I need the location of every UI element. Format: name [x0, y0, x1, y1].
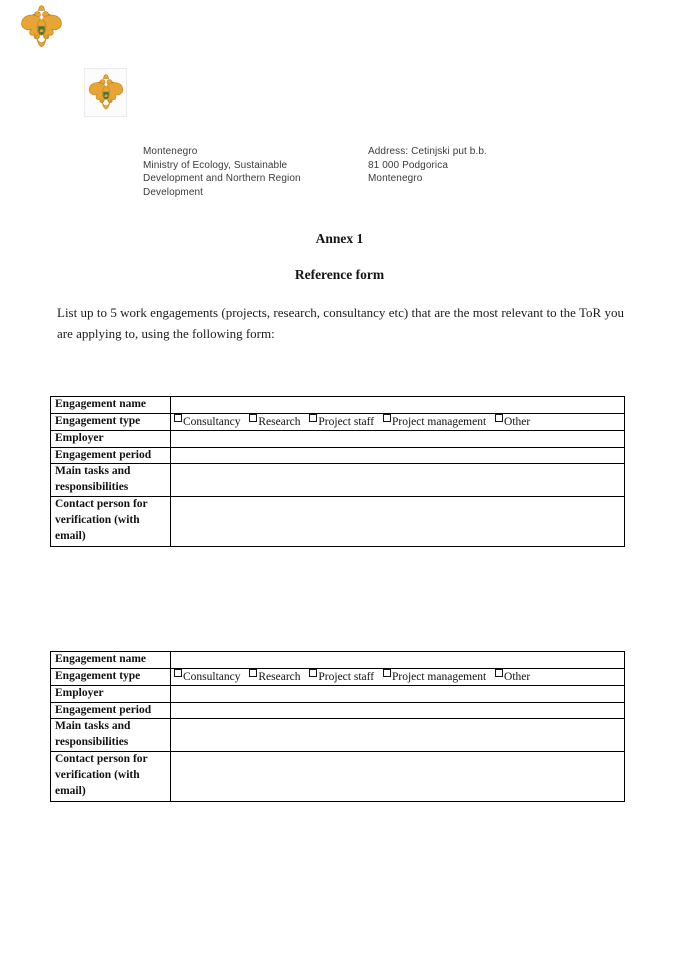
engagement-name-label: Engagement name: [51, 397, 171, 414]
engagement-type-label: Engagement type: [51, 668, 171, 686]
employer-label: Employer: [51, 686, 171, 703]
table-row: [51, 702, 625, 719]
employer-label: Employer: [51, 431, 171, 448]
intro-paragraph: List up to 5 work engagements (projects, research, consultancy etc) that are the most relevant to the ToR you are applying to, using the following form:: [57, 305, 624, 341]
table-row: [51, 652, 625, 669]
option-research: [249, 671, 300, 683]
table-row: [51, 447, 625, 464]
table-row: [51, 719, 625, 752]
main-tasks-cell[interactable]: [171, 719, 625, 752]
option-label: Research: [258, 670, 301, 683]
contact-person-cell[interactable]: [171, 752, 625, 802]
engagement-type-cell: [171, 668, 625, 686]
main-tasks-label: Main tasks and responsibilities: [51, 719, 171, 752]
montenegro-coat-of-arms-image: [84, 68, 127, 117]
table-row: [51, 668, 625, 686]
option-other: [495, 671, 530, 683]
org-line: Development: [143, 186, 204, 198]
annex-title: Annex 1: [315, 231, 364, 246]
main-tasks-cell[interactable]: [171, 464, 625, 497]
table-row: [51, 752, 625, 802]
option-label: Research: [258, 415, 301, 428]
engagement-period-cell[interactable]: [171, 447, 625, 464]
engagement-period-cell[interactable]: [171, 702, 625, 719]
engagement-type-label: Engagement type: [51, 413, 171, 431]
org-line: Development and Northern Region: [143, 173, 301, 185]
ministry-header: [143, 145, 363, 199]
address-line: Montenegro: [368, 173, 423, 185]
option-project-staff: [309, 671, 374, 683]
option-project-management: [383, 671, 486, 683]
org-line: Ministry of Ecology, Sustainable: [143, 159, 288, 171]
reference-table-2: [50, 651, 625, 802]
table-row: [51, 464, 625, 497]
engagement-name-label: Engagement name: [51, 652, 171, 669]
option-project-management: [383, 416, 486, 428]
checkbox-project-staff[interactable]: [309, 669, 317, 677]
employer-cell[interactable]: [171, 431, 625, 448]
option-label: Project staff: [318, 670, 375, 683]
engagement-name-cell[interactable]: [171, 652, 625, 669]
checkbox-project-management[interactable]: [383, 414, 391, 422]
contact-person-cell[interactable]: [171, 497, 625, 547]
employer-cell[interactable]: [171, 686, 625, 703]
checkbox-other[interactable]: [495, 669, 503, 677]
table-row: [51, 413, 625, 431]
option-project-staff: [309, 416, 374, 428]
checkbox-project-staff[interactable]: [309, 414, 317, 422]
table-row: [51, 431, 625, 448]
engagement-period-label: Engagement period: [51, 447, 171, 464]
option-consultancy: [174, 416, 241, 428]
option-consultancy: [174, 671, 241, 683]
form-title: Reference form: [294, 267, 385, 282]
montenegro-coat-of-arms-icon: [19, 4, 64, 51]
checkbox-consultancy[interactable]: [174, 669, 182, 677]
checkbox-other[interactable]: [495, 414, 503, 422]
checkbox-research[interactable]: [249, 414, 257, 422]
engagement-type-cell: [171, 413, 625, 431]
reference-table-1: [50, 396, 625, 547]
option-label: Other: [504, 415, 531, 428]
address-line: 81 000 Podgorica: [368, 159, 448, 171]
checkbox-consultancy[interactable]: [174, 414, 182, 422]
table-row: [51, 497, 625, 547]
contact-person-label: Contact person for verification (with email): [51, 497, 171, 547]
option-label: Consultancy: [183, 670, 241, 683]
address-line: Address: Cetinjski put b.b.: [368, 146, 487, 157]
contact-person-label: Contact person for verification (with email): [51, 752, 171, 802]
table-row: [51, 397, 625, 414]
org-line: Montenegro: [143, 146, 198, 157]
main-tasks-label: Main tasks and responsibilities: [51, 464, 171, 497]
engagement-period-label: Engagement period: [51, 702, 171, 719]
option-label: Project staff: [318, 415, 375, 428]
checkbox-project-management[interactable]: [383, 669, 391, 677]
address-header: [368, 145, 568, 186]
table-row: [51, 686, 625, 703]
option-other: [495, 416, 530, 428]
checkbox-research[interactable]: [249, 669, 257, 677]
option-label: Other: [504, 670, 531, 683]
option-research: [249, 416, 300, 428]
engagement-name-cell[interactable]: [171, 397, 625, 414]
option-label: Consultancy: [183, 415, 241, 428]
option-label: Project management: [391, 670, 487, 683]
option-label: Project management: [391, 415, 487, 428]
